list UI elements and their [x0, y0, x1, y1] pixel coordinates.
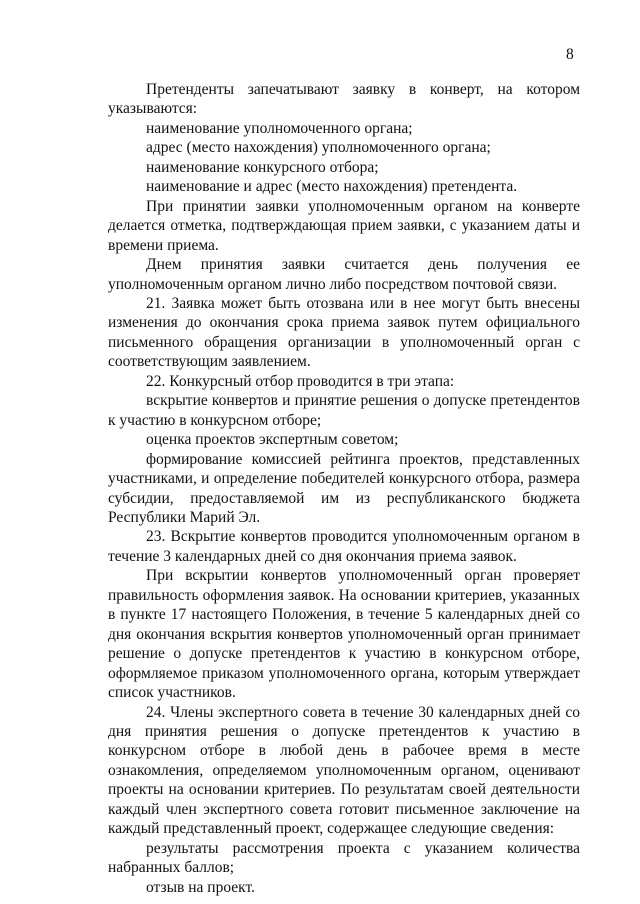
paragraph-envelope-intro: Претенденты запечатывают заявку в конверт, на котором указываются:	[108, 81, 580, 118]
list-item-selection-name: наименование конкурсного отбора;	[146, 158, 379, 176]
clause-22: 22. Конкурсный отбор проводится в три этапа:	[146, 372, 455, 390]
list-item-authority-address: адрес (место нахождения) уполномоченного органа;	[146, 139, 491, 157]
stage-ranking-winners: формирование комиссией рейтинга проектов, представленных участниками, и определение победителей конкурсного отбора, размера субсидии, предоставляемой им из республиканского бюджета Республики Марий Эл.	[108, 450, 580, 526]
list-item-review-results: результаты рассмотрения проекта с указанием количества набранных баллов;	[108, 839, 580, 877]
page-number: 8	[566, 46, 574, 63]
clause-23: 23. Вскрытие конвертов проводится уполномоченным органом в течение 3 календарных дней со дня окончания приема заявок.	[108, 528, 580, 565]
clause-21: 21. Заявка может быть отозвана или в нее могут быть внесены изменения до окончания срока приема заявок путем официального письменного обращения организации в уполномоченный орган с соответствующим заявлением.	[108, 294, 580, 371]
paragraph-receipt-mark: При принятии заявки уполномоченным органом на конверте делается отметка, подтверждающая прием заявки, с указанием даты и времени приема.	[108, 197, 580, 254]
list-item-authority-name: наименование уполномоченного органа;	[146, 119, 413, 137]
paragraph-acceptance-day: Днем принятия заявки считается день получения ее уполномоченным органом лично либо посредством почтовой связи.	[108, 256, 580, 293]
list-item-project-feedback: отзыв на проект.	[146, 878, 255, 896]
list-item-applicant-name-address: наименование и адрес (место нахождения) претендента.	[146, 178, 518, 196]
document-body	[108, 80, 580, 897]
stage-expert-evaluation: оценка проектов экспертным советом;	[146, 431, 399, 449]
paragraph-opening-check: При вскрытии конвертов уполномоченный орган проверяет правильность оформления заявок. На основании критериев, указанных в пункте 17 настоящего Положения, в течение 5 календарных дней со дня окончания вскрытия конвертов уполномоченный орган принимает решение о допуске претендентов к участию в конкурсном отборе, оформляемое приказом уполномоченного органа, которым утверждает список участников.	[108, 567, 580, 702]
stage-opening-envelopes: вскрытие конвертов и принятие решения о допуске претендентов к участию в конкурсном отборе;	[108, 392, 580, 429]
clause-24: 24. Члены экспертного совета в течение 30 календарных дней со дня принятия решения о допуске претендентов к участию в конкурсном отборе в любой день в рабочее время в месте ознакомления, определяемом уполномоченным органом, оценивают проекты на основании критериев. По результатам своей деятельности каждый член экспертного совета готовит письменное заключение на каждый представленный проект, содержащее следующие сведения:	[108, 703, 580, 838]
